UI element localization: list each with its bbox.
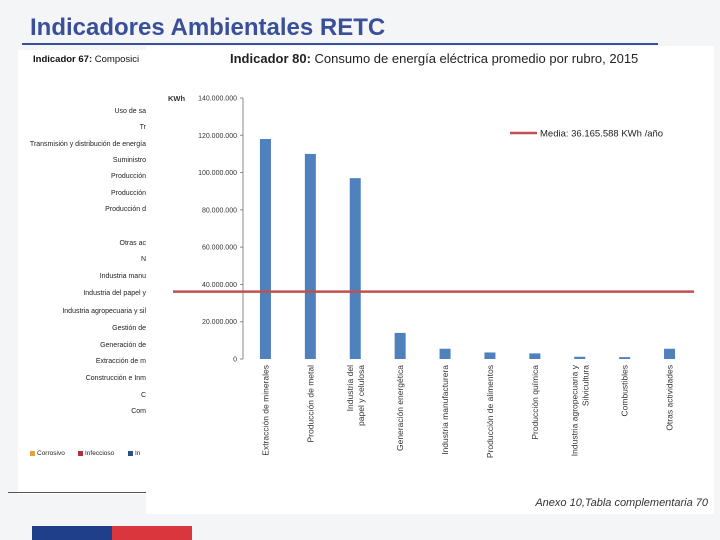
background-chart-label: Otras ac bbox=[119, 240, 146, 247]
background-chart-label: Industria manu bbox=[99, 273, 146, 280]
bar bbox=[484, 352, 495, 359]
y-tick-label: 80.000.000 bbox=[201, 207, 237, 215]
background-chart-title-rest: Composici bbox=[92, 54, 140, 65]
background-chart-label: Industria agropecuaria y sil bbox=[62, 308, 146, 315]
bar bbox=[529, 353, 540, 359]
y-tick-label: 0 bbox=[233, 356, 237, 364]
bar bbox=[440, 349, 451, 359]
y-tick-label: 60.000.000 bbox=[201, 244, 237, 252]
x-tick-label: Industria del bbox=[344, 365, 355, 412]
background-chart-label: Producción bbox=[110, 173, 146, 180]
chart-title-bold: Indicador 80: bbox=[230, 51, 311, 66]
background-chart-label: Producción d bbox=[105, 206, 146, 213]
x-tick-label: Producción de alimentos bbox=[484, 365, 495, 459]
x-tick-label: papel y celulosa bbox=[355, 365, 366, 426]
y-tick-label: 100.000.000 bbox=[198, 170, 237, 178]
bar bbox=[664, 349, 675, 359]
y-axis-unit: KWh bbox=[168, 94, 186, 103]
x-tick-label: Silvicultura bbox=[580, 365, 591, 407]
x-tick-label: Industria manufacturera bbox=[440, 365, 451, 455]
y-tick-label: 140.000.000 bbox=[198, 95, 237, 103]
x-tick-label: Extracción de minerales bbox=[260, 365, 271, 456]
background-chart-label: Transmisión y distribución de energía bbox=[29, 141, 146, 148]
footer-stripe-red bbox=[112, 526, 192, 540]
background-chart-label: C bbox=[140, 392, 146, 399]
bar bbox=[574, 357, 585, 359]
legend-label: Corrosivo bbox=[37, 450, 65, 457]
bar bbox=[395, 333, 406, 359]
background-chart-label: Gestión de bbox=[112, 325, 146, 332]
bar bbox=[305, 154, 316, 359]
background-chart-label: Extracción de m bbox=[95, 358, 146, 365]
y-tick-label: 40.000.000 bbox=[201, 281, 237, 289]
background-chart-label: Construcción e Inm bbox=[85, 375, 146, 382]
x-tick-label: Producción de metal bbox=[305, 365, 316, 443]
slide-title: Indicadores Ambientales RETC bbox=[30, 14, 386, 41]
background-chart-label: Suministro bbox=[112, 157, 146, 164]
background-chart-label: N bbox=[140, 256, 146, 263]
legend-label: Infeccioso bbox=[85, 450, 115, 457]
x-tick-label: Producción química bbox=[529, 365, 540, 440]
x-tick-label: Combustibles bbox=[619, 365, 630, 417]
background-chart-label: Com bbox=[131, 408, 146, 415]
background-chart-label: Generación de bbox=[100, 342, 146, 349]
footer-stripe-blue bbox=[32, 526, 112, 540]
background-chart-title-bold: Indicador 67: bbox=[33, 54, 93, 65]
x-tick-label: Industria agropecuaria y bbox=[569, 365, 580, 457]
x-tick-label: Otras actividades bbox=[664, 365, 675, 431]
background-chart-label: Uso de sa bbox=[114, 108, 146, 115]
chart-title-rest: Consumo de energía eléctrica promedio por rubro, 2015 bbox=[310, 51, 639, 66]
legend-label: In bbox=[135, 450, 141, 457]
bar bbox=[260, 139, 271, 359]
background-chart-label: Industria del papel y bbox=[83, 290, 146, 297]
background-chart-label: Tr bbox=[139, 124, 146, 131]
bar bbox=[350, 178, 361, 359]
bar bbox=[619, 357, 630, 359]
source-note: Anexo 10,Tabla complementaria 70 bbox=[535, 497, 708, 509]
legend-label: Media: 36.165.588 KWh /año bbox=[540, 128, 664, 140]
y-tick-label: 120.000.000 bbox=[198, 132, 237, 140]
y-tick-label: 20.000.000 bbox=[201, 319, 237, 327]
background-chart-label: Producción bbox=[110, 190, 146, 197]
x-tick-label: Generación energética bbox=[395, 365, 406, 452]
